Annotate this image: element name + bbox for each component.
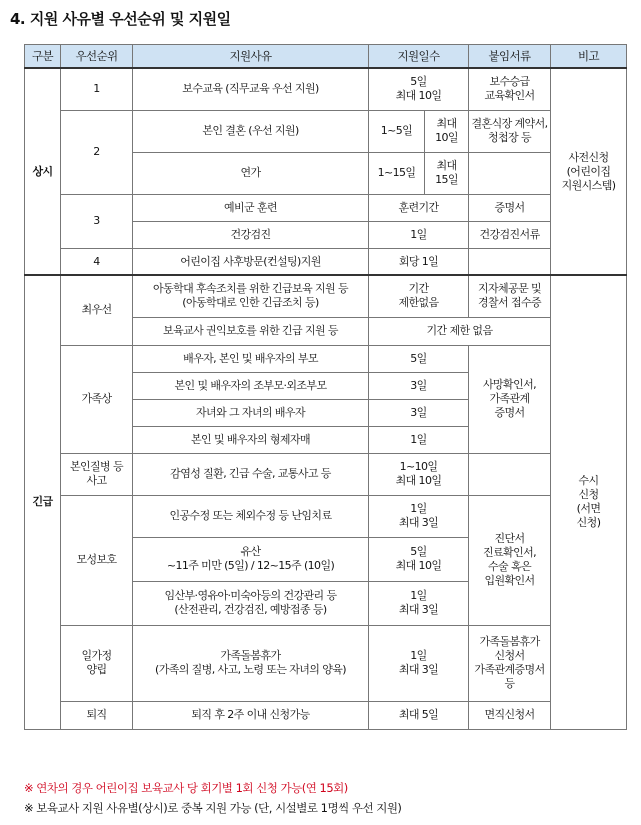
support-days: 1일 최대 3일 — [369, 625, 469, 701]
required-documents — [469, 453, 551, 495]
required-documents — [469, 152, 551, 194]
table-row — [25, 625, 627, 701]
priority-rank: 본인질병 등 사고 — [61, 453, 133, 495]
support-days: 기간 제한없음 — [369, 275, 469, 317]
support-reason: 본인 및 배우자의 형제자매 — [133, 426, 369, 453]
priority-rank: 일가정 양립 — [61, 625, 133, 701]
header-priority: 우선순위 — [61, 45, 133, 69]
header-category: 구분 — [25, 45, 61, 69]
support-days: 훈련기간 — [369, 194, 469, 221]
required-documents: 증명서 — [469, 194, 551, 221]
required-documents: 면직신청서 — [469, 701, 551, 729]
footnotes — [24, 778, 401, 818]
required-documents — [469, 248, 551, 275]
table-row — [25, 701, 627, 729]
support-days: 1일 최대 3일 — [369, 495, 469, 537]
support-days: 3일 — [369, 372, 469, 399]
header-days: 지원일수 — [369, 45, 469, 69]
support-reason: 연가 — [133, 152, 369, 194]
support-days: 3일 — [369, 399, 469, 426]
category-urgent: 긴급 — [25, 275, 61, 729]
required-documents: 보수승급 교육확인서 — [469, 68, 551, 110]
table-row — [25, 345, 627, 372]
priority-rank: 모성보호 — [61, 495, 133, 625]
table-row — [25, 248, 627, 275]
table-row — [25, 275, 627, 317]
support-days-max: 최대 10일 — [425, 110, 469, 152]
table-row — [25, 68, 627, 110]
support-days: 5일 최대 10일 — [369, 68, 469, 110]
required-documents: 가족돌봄휴가 신청서 가족관계증명서 등 — [469, 625, 551, 701]
required-documents: 지자체공문 및 경찰서 접수증 — [469, 275, 551, 317]
required-documents: 결혼식장 계약서, 청첩장 등 — [469, 110, 551, 152]
support-days: 5일 최대 10일 — [369, 537, 469, 581]
support-reason: 가족돌봄휴가 (가족의 질병, 사고, 노령 또는 자녀의 양육) — [133, 625, 369, 701]
priority-rank: 퇴직 — [61, 701, 133, 729]
page-title: 4. 지원 사유별 우선순위 및 지원일 — [10, 10, 231, 28]
table-row — [25, 453, 627, 495]
priority-rank: 4 — [61, 248, 133, 275]
table-row — [25, 110, 627, 152]
note-duplicate-support: ※ 보육교사 지원 사유별(상시)로 중복 지원 가능 (단, 시설별로 1명씩 우선 지원) — [24, 801, 402, 815]
support-reason: 본인 결혼 (우선 지원) — [133, 110, 369, 152]
priority-rank: 최우선 — [61, 275, 133, 345]
support-days: 5일 — [369, 345, 469, 372]
category-regular: 상시 — [25, 68, 61, 275]
support-reason: 유산 ~11주 미만 (5일) / 12~15주 (10일) — [133, 537, 369, 581]
support-reason: 인공수정 또는 체외수정 등 난임치료 — [133, 495, 369, 537]
support-days: 1~10일 최대 10일 — [369, 453, 469, 495]
header-remarks: 비고 — [551, 45, 627, 69]
remark-urgent: 수시 신청 (서면 신청) — [551, 275, 627, 729]
remark-regular: 사전신청 (어린이집 지원시스템) — [551, 68, 627, 275]
support-reason: 본인 및 배우자의 조부모·외조부모 — [133, 372, 369, 399]
support-days: 1~5일 — [369, 110, 425, 152]
support-days: 1일 — [369, 426, 469, 453]
support-days-max: 최대 15일 — [425, 152, 469, 194]
support-reason: 보육교사 권익보호를 위한 긴급 지원 등 — [133, 317, 369, 345]
support-reason: 아동학대 후속조치를 위한 긴급보육 지원 등 (아동학대로 인한 긴급조치 등) — [133, 275, 369, 317]
support-days: 1일 최대 3일 — [369, 581, 469, 625]
priority-rank: 가족상 — [61, 345, 133, 453]
support-reason: 배우자, 본인 및 배우자의 부모 — [133, 345, 369, 372]
required-documents: 건강검진서류 — [469, 221, 551, 248]
support-days: 최대 5일 — [369, 701, 469, 729]
support-days: 1일 — [369, 221, 469, 248]
support-reason: 보수교육 (직무교육 우선 지원) — [133, 68, 369, 110]
table-row — [25, 194, 627, 221]
note-annual-leave: ※ 연차의 경우 어린이집 보육교사 당 회기별 1회 신청 가능(연 15회) — [24, 781, 348, 795]
priority-rank: 1 — [61, 68, 133, 110]
support-reason: 감염성 질환, 긴급 수술, 교통사고 등 — [133, 453, 369, 495]
support-days: 1~15일 — [369, 152, 425, 194]
support-days: 기간 제한 없음 — [369, 317, 551, 345]
support-reason: 퇴직 후 2주 이내 신청가능 — [133, 701, 369, 729]
header-documents: 붙임서류 — [469, 45, 551, 69]
table-row — [25, 495, 627, 537]
support-priority-table — [24, 44, 627, 730]
support-reason: 자녀와 그 자녀의 배우자 — [133, 399, 369, 426]
required-documents: 진단서 진료확인서, 수술 혹은 입원확인서 — [469, 495, 551, 625]
support-days: 회당 1일 — [369, 248, 469, 275]
support-reason: 임산부·영유아·미숙아등의 건강관리 등 (산전관리, 건강검진, 예방접종 등) — [133, 581, 369, 625]
priority-rank: 3 — [61, 194, 133, 248]
priority-rank: 2 — [61, 110, 133, 194]
support-reason: 건강검진 — [133, 221, 369, 248]
table-header-row — [25, 45, 627, 69]
header-reason: 지원사유 — [133, 45, 369, 69]
support-reason: 어린이집 사후방문(컨설팅)지원 — [133, 248, 369, 275]
support-reason: 예비군 훈련 — [133, 194, 369, 221]
required-documents: 사망확인서, 가족관계 증명서 — [469, 345, 551, 453]
